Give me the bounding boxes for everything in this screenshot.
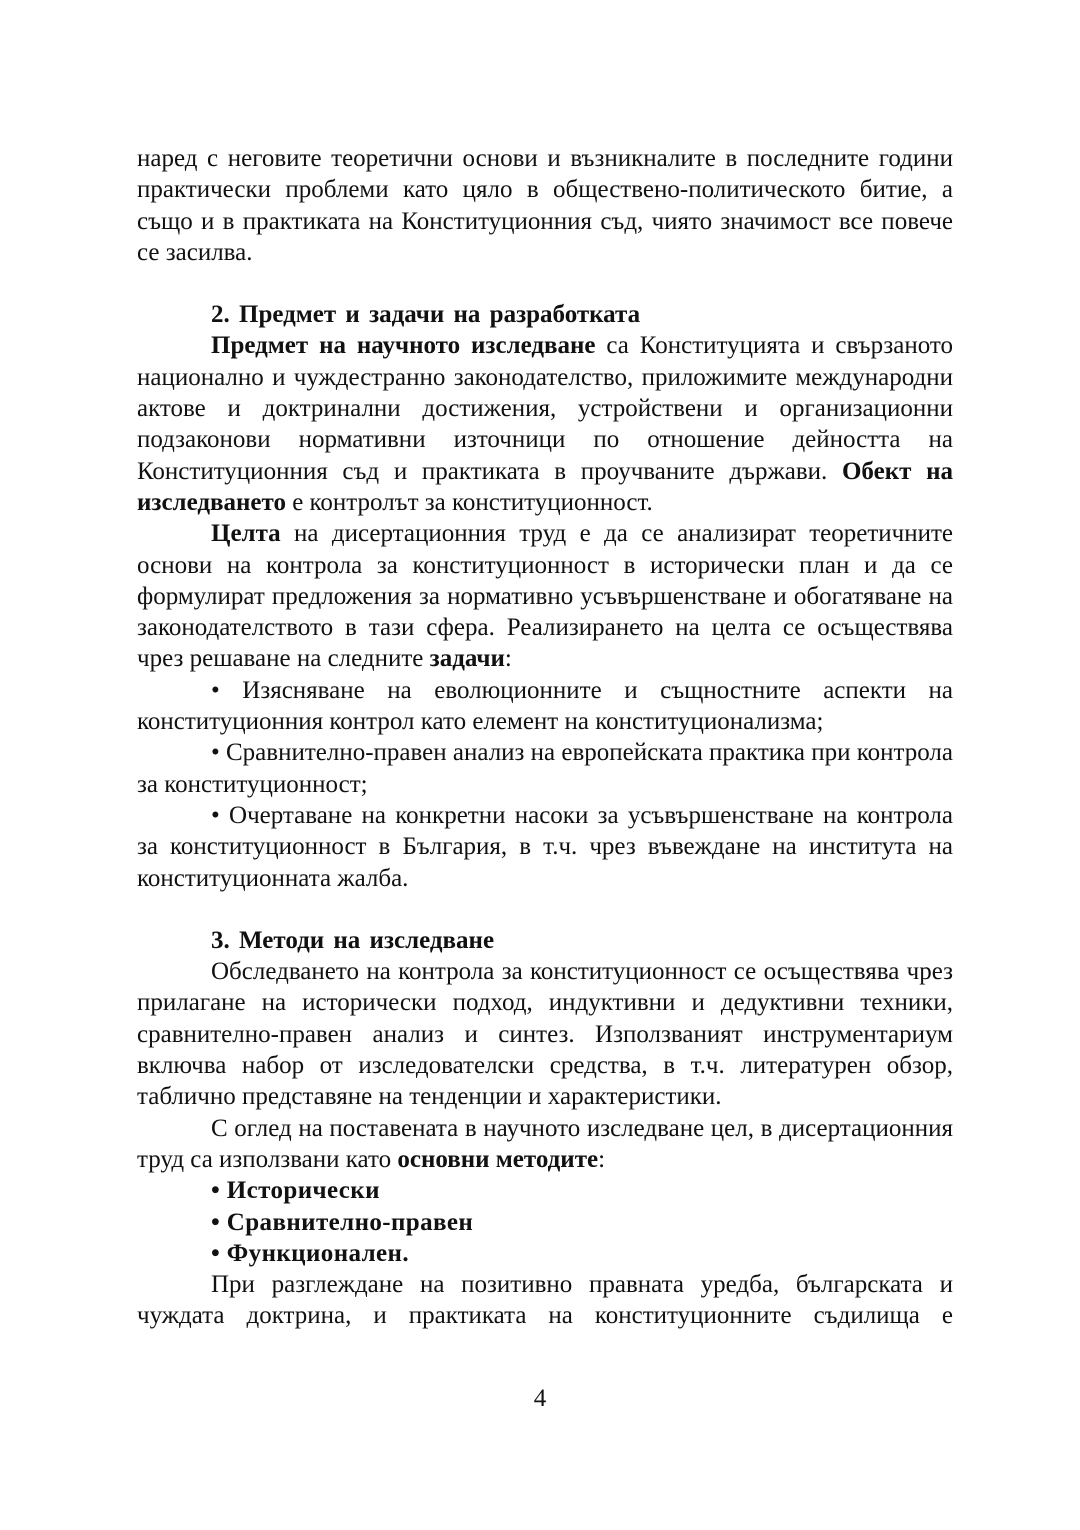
intro-paragraph: наред с неговите теоретични основи и възникналите в последните години практически проблеми като цяло в обществено-политическото битие, а също и в практиката на Конституционния съд, чиято значимост все повече се засилва. bbox=[137, 145, 953, 266]
tasks-bold-term: задачи bbox=[429, 645, 505, 673]
section-2-heading: 2. Предмет и задачи на разработката bbox=[211, 301, 641, 329]
main-methods-text-end: : bbox=[598, 1145, 606, 1173]
goal-text-end: : bbox=[504, 645, 512, 673]
goal-text: на дисертационния труд е да се анализират теоретичните основи на контрола за конституционност в исторически план и да се формулират предложения за нормативно усъвършенстване и обогатяване на законодателството в тази сфера. Реализирането на целта се осъществява чрез решаване на следните bbox=[137, 520, 953, 673]
section-3-heading: 3. Методи на изследване bbox=[211, 926, 495, 954]
object-bold-term: Обект на изследването bbox=[137, 457, 953, 516]
goal-bold-term: Целта bbox=[211, 520, 281, 548]
task-bullet-2: • Сравнително-правен анализ на европейската практика при контрола за конституционност; bbox=[137, 739, 953, 798]
section-gap bbox=[137, 268, 953, 299]
subject-bold-term: Предмет на научното изследване bbox=[211, 332, 596, 360]
object-text: е контролът за конституционност. bbox=[285, 488, 653, 516]
main-methods-bold: основни методите bbox=[397, 1145, 599, 1173]
page-number: 4 bbox=[533, 1385, 547, 1412]
document-page bbox=[137, 143, 953, 1332]
method-bullet-2: • Сравнително-правен bbox=[211, 1208, 474, 1236]
subject-text: са Конституцията и свързаното национално и чуждестранно законодателство, приложимите международни актове и доктринални достижения, устройствени и организационни подзаконови нормативни източници по отношение дейността на Конституционния съд и практиката в проучваните държави. bbox=[137, 332, 953, 485]
subject-paragraph bbox=[137, 330, 953, 518]
method-bullet-1: • Исторически bbox=[211, 1177, 380, 1205]
task-bullet-3: • Очертаване на конкретни насоки за усъвършенстване на контрола за конституционност в България, в т.ч. чрез въвеждане на института на конституционната жалба. bbox=[137, 801, 953, 892]
task-bullet-1: • Изясняване на еволюционните и същностните аспекти на конституционния контрол като елемент на конституционализма; bbox=[137, 676, 953, 736]
closing-paragraph: При разглеждане на позитивно правната уредба, българската и чуждата доктрина, и практиката на конституционните съдилища е bbox=[137, 1271, 953, 1330]
section-gap bbox=[137, 894, 953, 925]
methods-paragraph: Обследването на контрола за конституционност се осъществява чрез прилагане на исторически подход, индуктивни и дедуктивни техники, сравнително-правен анализ и синтез. Използваният инструментариум включва набор от изследователски средства, в т.ч. литературен обзор, таблично представяне на тенденции и характеристики. bbox=[137, 958, 953, 1111]
main-methods-paragraph bbox=[137, 1113, 953, 1176]
main-methods-text: С оглед на поставената в научното изследване цел, в дисертационния труд са използвани като bbox=[137, 1114, 953, 1173]
method-bullet-3: • Функционален. bbox=[211, 1239, 409, 1267]
goal-paragraph bbox=[137, 518, 953, 674]
